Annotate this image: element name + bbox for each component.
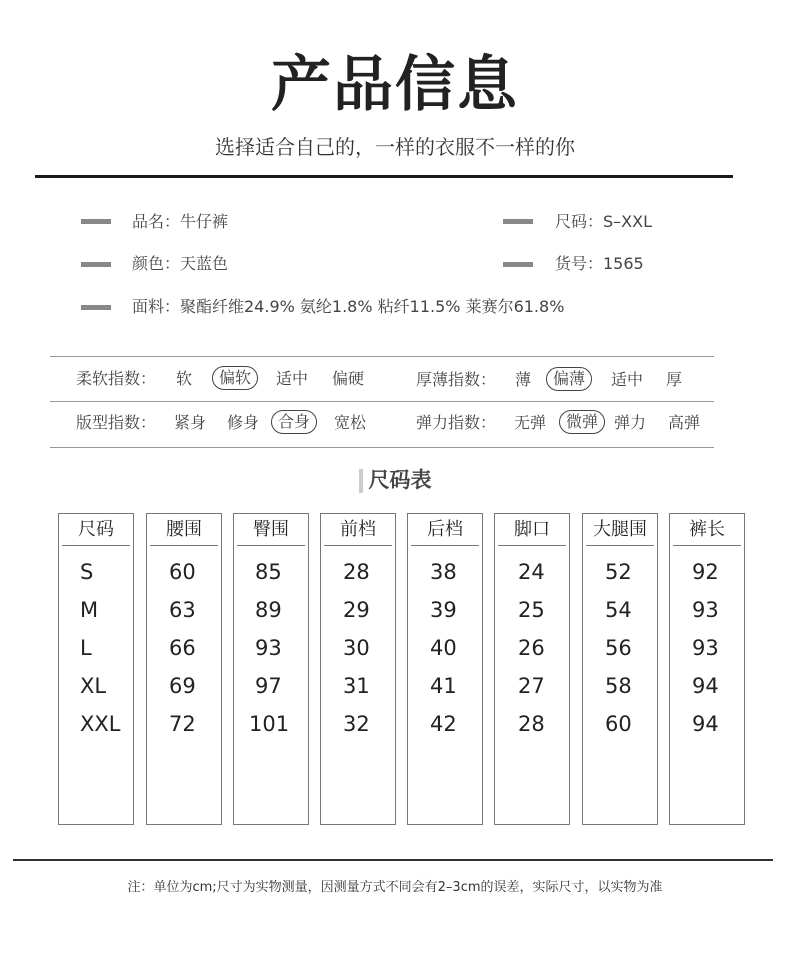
bullet-bar bbox=[503, 262, 533, 267]
size-cell: 24 bbox=[518, 560, 545, 584]
size-cell: 40 bbox=[430, 636, 457, 660]
size-cell: 54 bbox=[605, 598, 632, 622]
size-cell: 52 bbox=[605, 560, 632, 584]
size-cell: 56 bbox=[605, 636, 632, 660]
size-cell: 85 bbox=[255, 560, 282, 584]
product-name: 品名：牛仔裤 bbox=[132, 212, 229, 231]
bullet-bar bbox=[81, 305, 111, 310]
size-cell: M bbox=[80, 598, 99, 622]
column-header: 裤长 bbox=[673, 514, 741, 546]
bullet-bar bbox=[503, 219, 533, 224]
elasticity-option: 无弹 bbox=[514, 413, 547, 432]
index-divider-bottom bbox=[50, 447, 714, 448]
size-cell: 28 bbox=[518, 712, 545, 736]
elasticity-label: 弹力指数： bbox=[416, 413, 497, 432]
thickness-option: 厚 bbox=[666, 370, 683, 389]
size-cell: 93 bbox=[692, 636, 719, 660]
fit-option: 修身 bbox=[227, 413, 260, 432]
fit-label: 版型指数： bbox=[76, 413, 157, 432]
size-cell: 89 bbox=[255, 598, 282, 622]
column-header: 前档 bbox=[324, 514, 392, 546]
product-size: 尺码：S–XXL bbox=[555, 212, 652, 231]
header-divider bbox=[35, 175, 733, 178]
size-cell: 25 bbox=[518, 598, 545, 622]
column-header: 脚口 bbox=[498, 514, 566, 546]
footer-divider bbox=[13, 859, 773, 861]
elasticity-option: 高弹 bbox=[668, 413, 701, 432]
size-cell: XXL bbox=[80, 712, 121, 736]
size-cell: 32 bbox=[343, 712, 370, 736]
size-cell: L bbox=[80, 636, 92, 660]
size-cell: 93 bbox=[692, 598, 719, 622]
fit-option: 紧身 bbox=[174, 413, 207, 432]
size-cell: 38 bbox=[430, 560, 457, 584]
column-header: 尺码 bbox=[62, 514, 130, 546]
size-chart-title bbox=[0, 466, 790, 494]
size-cell: 29 bbox=[343, 598, 370, 622]
size-cell: 97 bbox=[255, 674, 282, 698]
size-cell: 94 bbox=[692, 712, 719, 736]
footer-note: 注：单位为cm;尺寸为实物测量，因测量方式不同会有2–3cm的误差，实际尺寸，以实物为准 bbox=[127, 880, 663, 895]
size-cell: 92 bbox=[692, 560, 719, 584]
size-cell: 42 bbox=[430, 712, 457, 736]
size-chart-title-text: 尺码表 bbox=[368, 468, 432, 492]
page-title: 产品信息 bbox=[271, 50, 519, 120]
thickness-option: 薄 bbox=[515, 370, 532, 389]
size-cell: 28 bbox=[343, 560, 370, 584]
size-cell: 41 bbox=[430, 674, 457, 698]
column-header: 臀围 bbox=[237, 514, 305, 546]
bullet-bar bbox=[81, 262, 111, 267]
size-cell: 26 bbox=[518, 636, 545, 660]
thickness-option: 适中 bbox=[611, 370, 644, 389]
size-cell: 30 bbox=[343, 636, 370, 660]
softness-option: 软 bbox=[176, 369, 193, 388]
size-cell: 93 bbox=[255, 636, 282, 660]
fit-option-selected: 合身 bbox=[271, 410, 317, 434]
fit-option: 宽松 bbox=[334, 413, 367, 432]
size-cell: XL bbox=[80, 674, 107, 698]
size-cell: 60 bbox=[169, 560, 196, 584]
size-cell: 101 bbox=[249, 712, 290, 736]
bullet-bar bbox=[81, 219, 111, 224]
product-fabric: 面料：聚酯纤维24.9% 氨纶1.8% 粘纤11.5% 莱赛尔61.8% bbox=[132, 297, 565, 316]
size-cell: S bbox=[80, 560, 94, 584]
product-color: 颜色：天蓝色 bbox=[132, 254, 229, 273]
size-cell: 94 bbox=[692, 674, 719, 698]
size-cell: 66 bbox=[169, 636, 196, 660]
softness-option: 适中 bbox=[276, 369, 309, 388]
index-divider-mid bbox=[50, 401, 714, 402]
elasticity-option: 弹力 bbox=[614, 413, 647, 432]
size-cell: 69 bbox=[169, 674, 196, 698]
title-marker bbox=[359, 469, 363, 493]
index-divider-top bbox=[50, 356, 714, 357]
softness-option: 偏硬 bbox=[332, 369, 365, 388]
softness-label: 柔软指数： bbox=[76, 369, 157, 388]
elasticity-option-selected: 微弹 bbox=[559, 410, 605, 434]
size-cell: 58 bbox=[605, 674, 632, 698]
product-item-no: 货号：1565 bbox=[555, 254, 644, 273]
size-cell: 27 bbox=[518, 674, 545, 698]
size-cell: 63 bbox=[169, 598, 196, 622]
column-header: 腰围 bbox=[150, 514, 218, 546]
thickness-label: 厚薄指数： bbox=[416, 370, 497, 389]
column-header: 大腿围 bbox=[586, 514, 654, 546]
column-header: 后档 bbox=[411, 514, 479, 546]
size-cell: 72 bbox=[169, 712, 196, 736]
size-column bbox=[58, 513, 134, 825]
size-cell: 31 bbox=[343, 674, 370, 698]
page-subtitle: 选择适合自己的，一样的衣服不一样的你 bbox=[215, 135, 575, 159]
softness-option-selected: 偏软 bbox=[212, 366, 258, 390]
size-cell: 60 bbox=[605, 712, 632, 736]
size-cell: 39 bbox=[430, 598, 457, 622]
thickness-option-selected: 偏薄 bbox=[546, 367, 592, 391]
